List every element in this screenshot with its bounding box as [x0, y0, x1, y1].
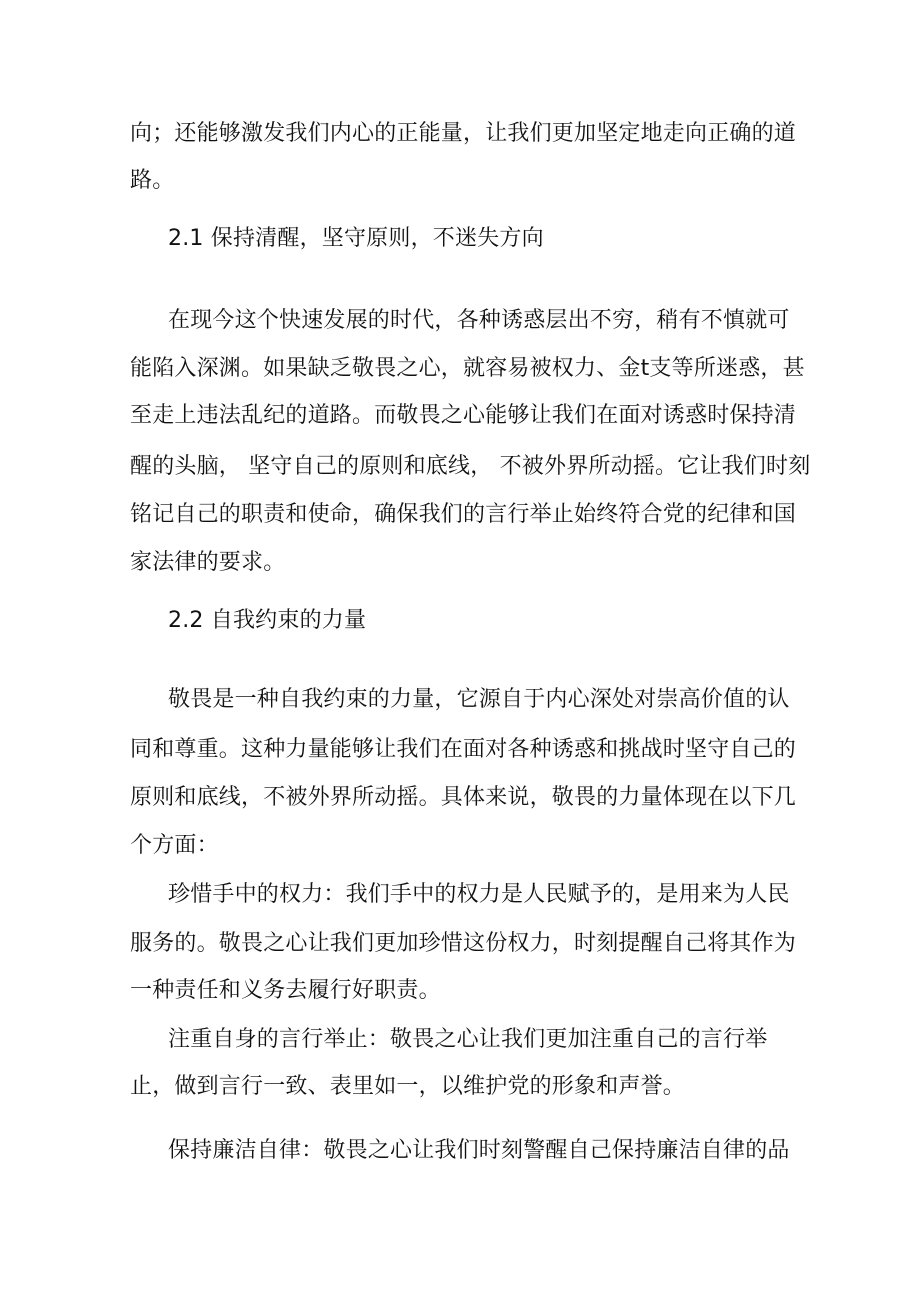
section-heading-2-2: 2.2 自我约束的力量	[168, 608, 367, 633]
paragraph-line: 至走上违法乱纪的道路。而敬畏之心能够让我们在面对诱惑时保持清	[130, 403, 797, 428]
paragraph-line: 醒的头脑， 坚守自己的原则和底线， 不被外界所动摇。它让我们时刻	[130, 454, 811, 479]
paragraph-line: 向；还能够激发我们内心的正能量，让我们更加坚定地走向正确的道	[130, 121, 797, 146]
paragraph-line: 在现今这个快速发展的时代，各种诱惑层出不穷，稍有不慎就可	[168, 308, 790, 333]
paragraph-line: 一种责任和义务去履行好职责。	[130, 978, 441, 1003]
paragraph-line: 服务的。敬畏之心让我们更加珍惜这份权力，时刻提醒自己将其作为	[130, 931, 797, 956]
paragraph-line: 敬畏是一种自我约束的力量，它源自于内心深处对崇高价值的认	[168, 687, 790, 712]
paragraph-line: 能陷入深渊。如果缺乏敬畏之心，就容易被权力、金t支等所迷惑，甚	[130, 356, 805, 381]
paragraph-line: 路。	[130, 168, 175, 193]
paragraph-line: 个方面：	[130, 833, 219, 858]
paragraph-line: 珍惜手中的权力：我们手中的权力是人民赋予的，是用来为人民	[168, 882, 790, 907]
paragraph-line: 同和尊重。这种力量能够让我们在面对各种诱惑和挑战时坚守自己的	[130, 737, 797, 762]
section-heading-2-1: 2.1 保持清醒，坚守原则，不迷失方向	[168, 226, 544, 251]
paragraph-line: 止，做到言行一致、表里如一，以维护党的形象和声誉。	[130, 1074, 686, 1099]
paragraph-line: 保持廉洁自律：敬畏之心让我们时刻警醒自己保持廉洁自律的品	[168, 1138, 790, 1163]
paragraph-line: 家法律的要求。	[130, 550, 286, 575]
paragraph-line: 铭记自己的职责和使命，确保我们的言行举止始终符合党的纪律和国	[130, 502, 797, 527]
paragraph-line: 注重自身的言行举止：敬畏之心让我们更加注重自己的言行举	[168, 1027, 768, 1052]
paragraph-line: 原则和底线，不被外界所动摇。具体来说，敬畏的力量体现在以下几	[130, 785, 797, 810]
